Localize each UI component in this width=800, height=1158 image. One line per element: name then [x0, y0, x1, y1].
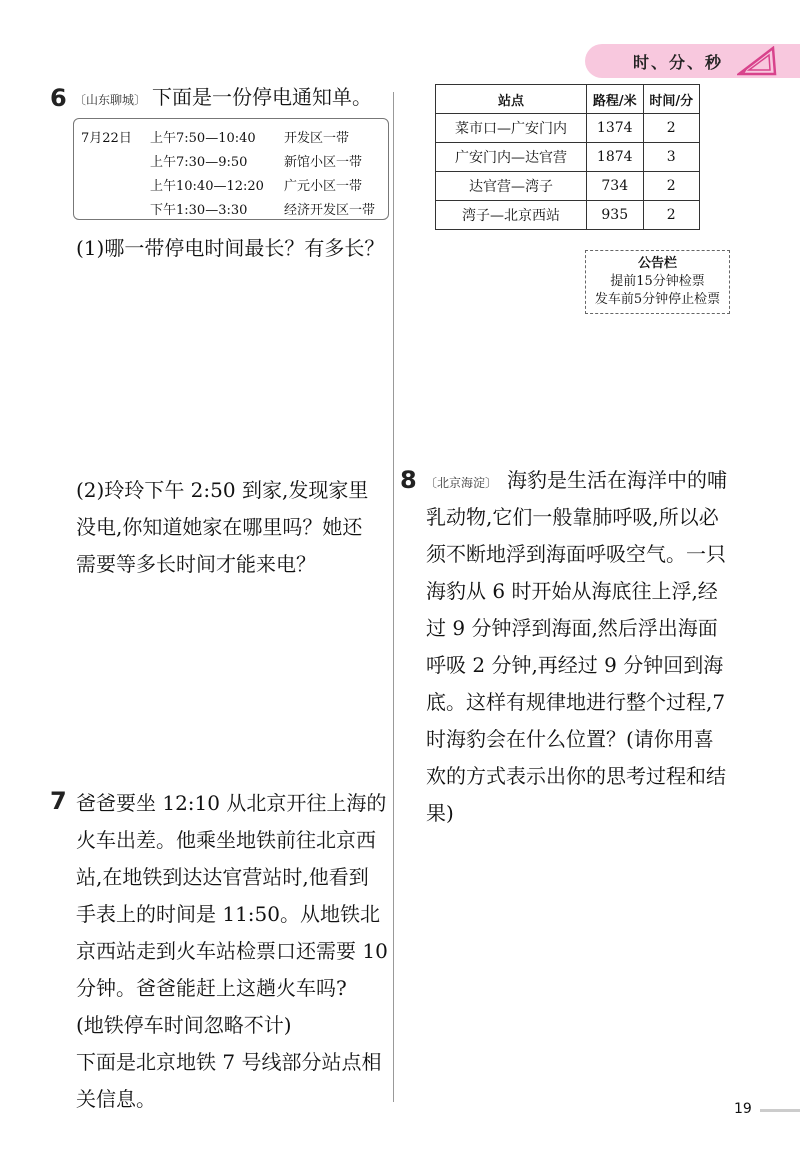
- table-row: [436, 114, 700, 143]
- question-6-part-2-line: (2)玲玲下午 2:50 到家,发现家里: [76, 478, 369, 502]
- page-number: 19: [734, 1101, 752, 1117]
- table-cell: 广安门内—达官营: [436, 143, 587, 172]
- question-6-part-2-line: 需要等多长时间才能来电？: [76, 552, 316, 576]
- question-8-line: 海豹是生活在海洋中的哺: [507, 468, 727, 492]
- question-6-number: 6: [50, 84, 67, 112]
- question-8-source: 〔北京海淀〕: [425, 476, 498, 490]
- bulletin-title: 公告栏: [637, 256, 677, 271]
- table-cell: 3: [643, 143, 700, 172]
- notice-area: 广元小区一带: [284, 179, 363, 194]
- table-header-cell: 时间/分: [643, 85, 700, 114]
- notice-time: 上午7:30—9:50: [150, 155, 248, 170]
- question-7-number: 7: [50, 787, 67, 815]
- table-cell: 2: [643, 172, 700, 201]
- question-8-line: 须不断地浮到海面呼吸空气。一只: [426, 542, 726, 566]
- notice-area: 新馆小区一带: [284, 155, 363, 170]
- question-7-line: 京西站走到火车站检票口还需要 10: [76, 939, 388, 963]
- notice-date: 7月22日: [81, 131, 132, 146]
- question-8-line: 海豹从 6 时开始从海底往上浮,经: [426, 579, 718, 603]
- bulletin-line: 发车前5分钟停止检票: [594, 292, 721, 307]
- table-cell: 菜市口—广安门内: [436, 114, 587, 143]
- table-cell: 2: [643, 114, 700, 143]
- table-row: [436, 172, 700, 201]
- question-7-line: 分钟。爸爸能赶上这趟火车吗?: [76, 976, 347, 1000]
- question-7-line: 手表上的时间是 11:50。从地铁北: [76, 902, 380, 926]
- section-tab: [585, 44, 800, 78]
- column-divider: [393, 92, 394, 1102]
- question-7-line: (地铁停车时间忽略不计): [76, 1013, 292, 1037]
- question-7-line: 爸爸要坐 12:10 从北京开往上海的: [76, 791, 387, 815]
- question-8-line: 底。这样有规律地进行整个过程,7: [426, 690, 726, 714]
- notice-area: 经济开发区一带: [284, 203, 376, 218]
- table-cell: 734: [587, 172, 644, 201]
- question-6-intro: 下面是一份停电通知单。: [152, 85, 372, 109]
- metro-line-7-table: [435, 84, 700, 230]
- question-6-source: 〔山东聊城〕: [74, 93, 147, 107]
- question-8-line: 过 9 分钟浮到海面,然后浮出海面: [426, 616, 718, 640]
- bulletin-line: 提前15分钟检票: [610, 274, 705, 289]
- table-cell: 达官营—湾子: [436, 172, 587, 201]
- question-8-line: 果): [426, 801, 454, 825]
- table-cell: 1374: [587, 114, 644, 143]
- table-row: [436, 143, 700, 172]
- triangle-ruler-icon: [737, 46, 777, 76]
- question-8-number: 8: [400, 466, 417, 494]
- question-6-part-1: (1)哪一带停电时间最长？有多长？: [76, 236, 385, 260]
- question-7-line: 火车出差。他乘坐地铁前往北京西: [76, 828, 376, 852]
- question-7-line: 站,在地铁到达达官营站时,他看到: [76, 865, 369, 889]
- table-header-row: [436, 85, 700, 114]
- question-6-part-2-line: 没电,你知道她家在哪里吗？她还: [76, 515, 363, 539]
- table-cell: 湾子—北京西站: [436, 201, 587, 230]
- table-cell: 935: [587, 201, 644, 230]
- table-row: [436, 201, 700, 230]
- question-8-line: 时海豹会在什么位置？(请你用喜: [426, 727, 714, 751]
- question-8-line: 欢的方式表示出你的思考过程和结: [426, 764, 726, 788]
- notice-time: 下午1:30—3:30: [150, 203, 248, 218]
- notice-time: 上午10:40—12:20: [150, 179, 264, 194]
- question-7-line: 关信息。: [76, 1087, 156, 1111]
- notice-time: 上午7:50—10:40: [150, 131, 256, 146]
- footer-rule: [760, 1109, 800, 1112]
- notice-area: 开发区一带: [284, 131, 350, 146]
- bulletin-board: [585, 250, 730, 314]
- question-8-line: 乳动物,它们一般靠肺呼吸,所以必: [426, 505, 719, 529]
- table-header-cell: 站点: [436, 85, 587, 114]
- table-cell: 1874: [587, 143, 644, 172]
- question-7-line: 下面是北京地铁 7 号线部分站点相: [76, 1050, 382, 1074]
- table-header-cell: 路程/米: [587, 85, 644, 114]
- power-outage-notice: [73, 118, 389, 220]
- section-title: 时、分、秒: [633, 53, 724, 72]
- table-cell: 2: [643, 201, 700, 230]
- question-8-line: 呼吸 2 分钟,再经过 9 分钟回到海: [426, 653, 724, 677]
